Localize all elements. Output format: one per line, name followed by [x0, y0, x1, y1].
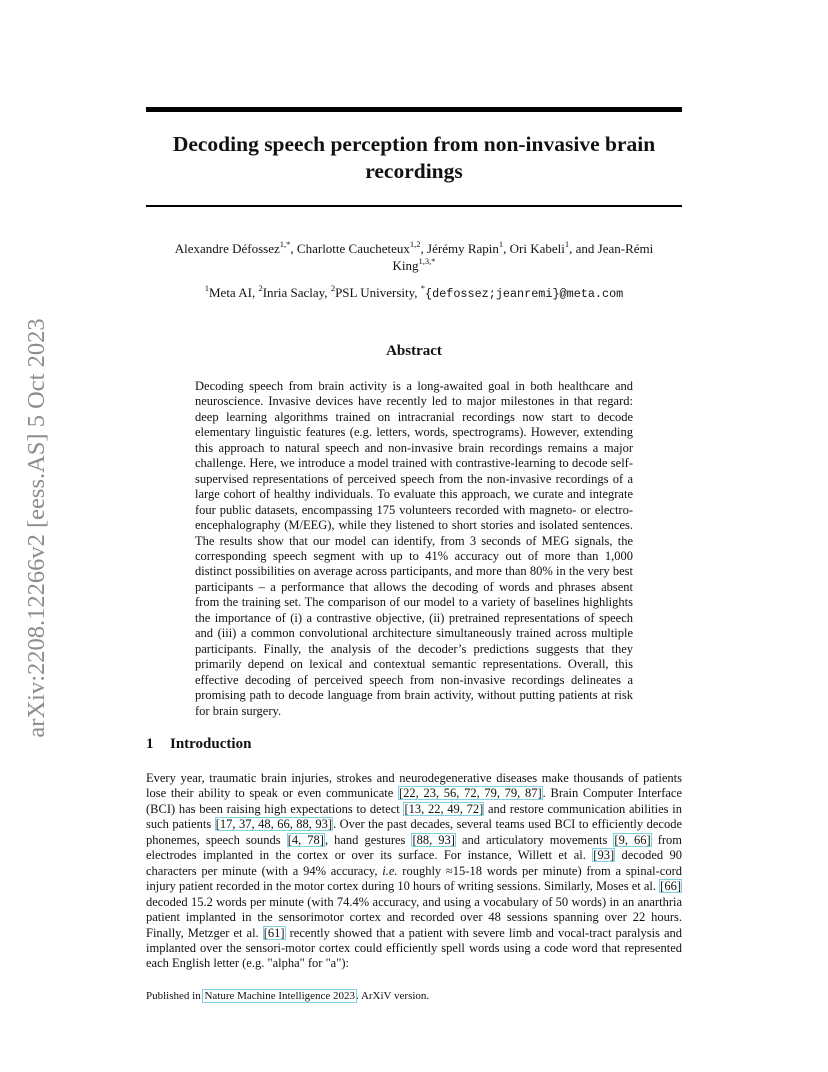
citation-link[interactable]: [4, 78]	[287, 832, 324, 847]
affiliation-mark: 1	[204, 282, 209, 293]
affiliation-mark: 2	[330, 282, 336, 293]
intro-text: and articulatory movements	[455, 832, 614, 847]
citation-link[interactable]: [88, 93]	[412, 832, 455, 847]
intro-text: , hand gestures	[324, 832, 412, 847]
arxiv-side-identifier: arXiv:2208.12266v2 [eess.AS] 5 Oct 2023	[23, 318, 50, 738]
footnote-suffix: . ArXiV version.	[356, 990, 430, 1002]
author-name: , Ori Kabeli	[503, 241, 565, 256]
author-affiliation-mark: 1,*	[279, 238, 291, 249]
citation-link[interactable]: [9, 66]	[614, 832, 651, 847]
intro-text: decoded 90 characters per minute (with a 94% accuracy,	[146, 848, 682, 878]
intro-text: and restore communication abilities in such patients	[146, 801, 682, 832]
author-affiliation-mark: 1	[498, 238, 504, 249]
contact-email: {defossez;jeanremi}@meta.com	[425, 287, 624, 301]
citation-link[interactable]: [22, 23, 56, 72, 79, 79, 87]	[398, 786, 542, 801]
author-name: , Charlotte Caucheteux	[290, 241, 410, 256]
intro-text: recently showed that a patient with severe limb and vocal-tract paralysis and implanted over the sensori-motor cortex could efficiently spell words using a code word that represented each English letter (e.g. "alpha" for "a"):	[146, 925, 683, 971]
intro-text: Every year, traumatic brain injuries, strokes and neurodegenerative diseases make thousands of patients lose their ability to speak or even communicate	[146, 771, 682, 801]
affiliation-mark: *	[420, 282, 426, 293]
author-affiliation-mark: 1,3,*	[418, 255, 436, 266]
citation-link[interactable]: [13, 22, 49, 72]	[404, 801, 484, 816]
paper-title: Decoding speech perception from non-invasive brain recordings	[172, 132, 656, 183]
affiliation-text: PSL University,	[335, 285, 421, 300]
author-name: , and Jean-Rémi King	[392, 241, 654, 273]
section-number: 1	[146, 736, 154, 752]
intro-text: from electrodes implanted in the cortex or over its surface. For instance, Willett et al.	[146, 832, 683, 863]
abstract-text: Decoding speech from brain activity is a long-awaited goal in both healthcare and neuroscience. Invasive devices have recently led to major milestones in that regard: deep learning algorithms trained on intracranial recordings now start to decode elementary linguistic features (e.g. letters, words, spectrograms). However, extending this approach to natural speech and non-invasive brain recordings remains a major challenge. Here, we introduce a model trained with contrastive-learning to decode self-supervised representations of perceived speech from the non-invasive recordings of a large cohort of healthy individuals. To evaluate this approach, we curate and integrate four public datasets, encompassing 175 volunteers recorded with magneto- or electro-encephalography (M/EEG), while they listened to short stories and isolated sentences. The results show that our model can identify, from 3 seconds of MEG signals, the corresponding speech segment with up to 41% accuracy out of more than 1,000 distinct possibilities on average across participants, and more than 80% in the very best participants – a performance that allows the decoding of words and phrases absent from the training set. The comparison of our model to a variety of baselines highlights the importance of (i) a contrastive objective, (ii) pretrained representations of speech and (iii) a common convolutional architecture simultaneously trained across multiple participants. Finally, the analysis of the decoder’s predictions suggests that they primarily depend on lexical and contextual semantic representations. Overall, this effective decoding of perceived speech from non-invasive recordings delineates a promising path to decode language from brain activity, without putting patients at risk for brain surgery.	[195, 379, 633, 718]
intro-text: decoded 15.2 words per minute (with 74.4% accuracy, and using a vocabulary of 50 words) in an anarthria patient implanted in the sensorimotor cortex and recorded over 48 sessions spanning over 22 hours. Finally, Metzger et al.	[146, 894, 682, 940]
title-top-rule	[146, 107, 682, 112]
citation-link[interactable]: [93]	[593, 848, 615, 863]
journal-link[interactable]: Nature Machine Intelligence 2023	[204, 990, 356, 1002]
affiliations	[146, 284, 682, 303]
title-bottom-rule	[146, 205, 682, 207]
affiliation-mark: 2	[258, 282, 263, 293]
author-list	[160, 240, 668, 274]
author-name: Alexandre Défossez	[174, 241, 280, 256]
author-affiliation-mark: 1	[564, 238, 570, 249]
intro-italic-text: i.e.	[382, 863, 398, 878]
publication-footnote	[146, 990, 429, 1002]
citation-link[interactable]: [61]	[263, 925, 285, 940]
author-name: , Jérémy Rapin	[420, 241, 499, 256]
citation-link[interactable]: [17, 37, 48, 66, 88, 93]	[215, 817, 333, 832]
citation-link[interactable]: [66]	[660, 879, 681, 894]
author-affiliation-mark: 1,2	[409, 238, 421, 249]
abstract-heading: Abstract	[386, 343, 442, 359]
intro-text: roughly ≈15-18 words per minute) from a spinal-cord injury patient recorded in the motor cortex during 10 hours of writing sessions. Similarly, Moses et al.	[146, 863, 682, 894]
affiliation-text: Meta AI,	[208, 285, 259, 300]
section-title: Introduction	[170, 736, 252, 752]
intro-text: . Brain Computer Interface (BCI) has been raising high expectations to detect	[146, 786, 683, 816]
intro-text: . Over the past decades, several teams used BCI to efficiently decode phonemes, speech sounds	[146, 817, 683, 847]
section-heading	[146, 736, 251, 753]
introduction-paragraph	[146, 771, 682, 972]
affiliation-text: Inria Saclay,	[262, 285, 331, 300]
footnote-prefix: Published in	[146, 990, 204, 1002]
